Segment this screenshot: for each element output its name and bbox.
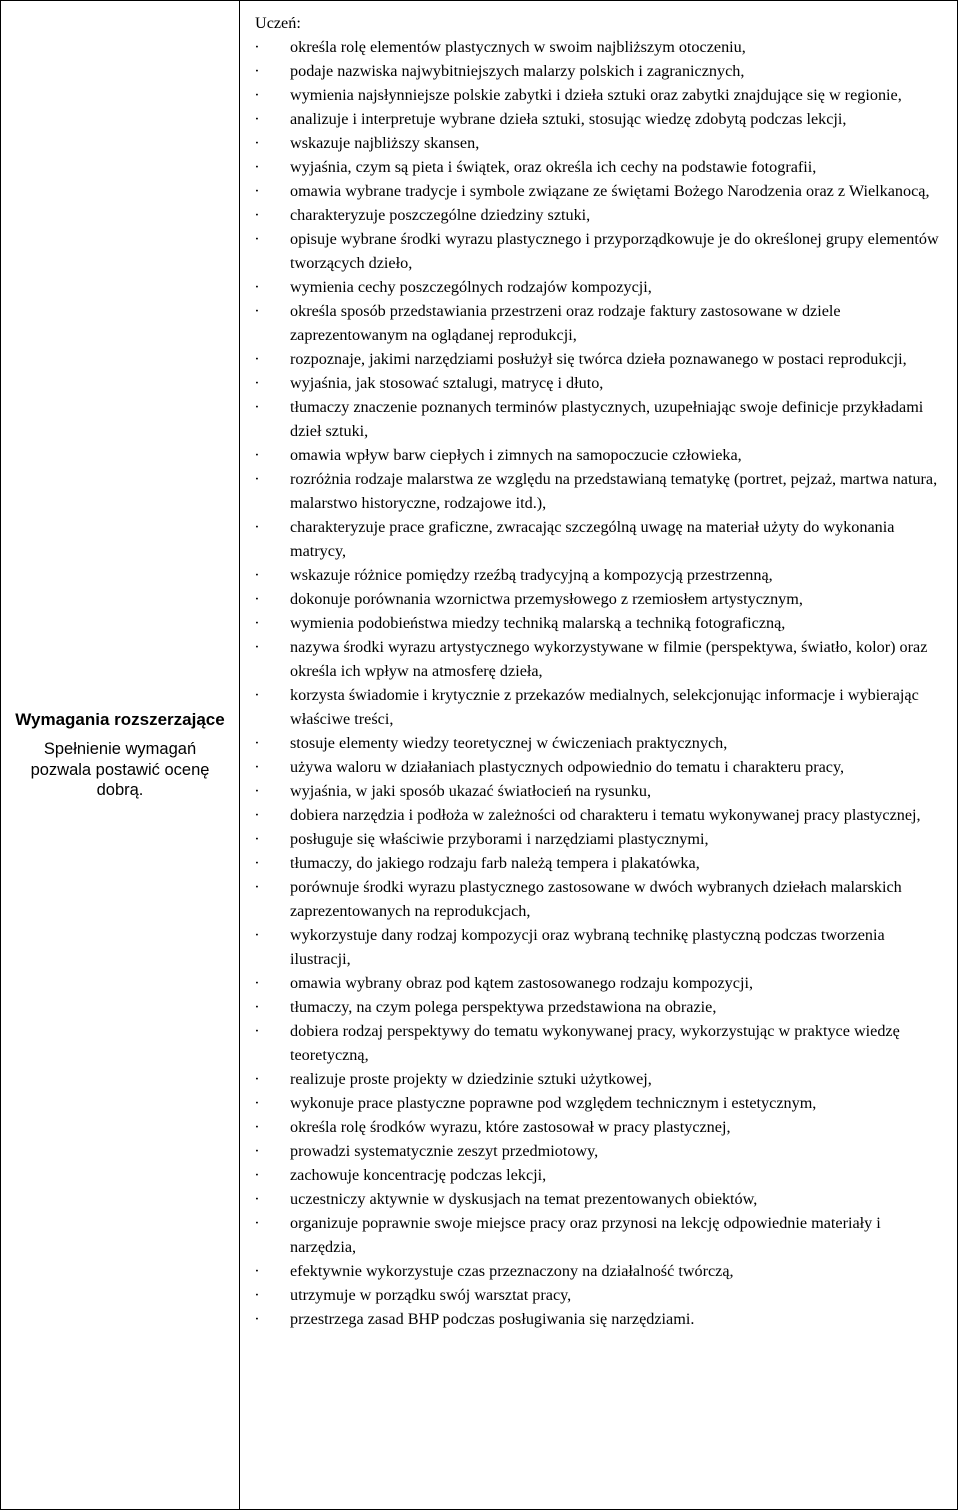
list-item-text: przestrzega zasad BHP podczas posługiwania się narzędziami. <box>290 1310 695 1328</box>
list-item-text: charakteryzuje prace graficzne, zwracając szczególną uwagę na materiał użyty do wykonania matrycy, <box>290 518 895 560</box>
list-item-text: określa sposób przedstawiania przestrzeni oraz rodzaje faktury zastosowane w dziele zaprezentowanym na oglądanej reprodukcji, <box>290 302 841 344</box>
list-item <box>251 587 945 611</box>
list-item <box>251 227 945 275</box>
list-item-text: uczestniczy aktywnie w dyskusjach na temat prezentowanych obiektów, <box>290 1190 758 1208</box>
list-item <box>251 371 945 395</box>
list-item-text: wskazuje najbliższy skansen, <box>290 134 480 152</box>
list-item <box>251 203 945 227</box>
bullet-icon: · <box>254 398 260 416</box>
list-item <box>251 467 945 515</box>
bullet-icon: · <box>254 86 260 104</box>
list-item <box>251 1091 945 1115</box>
bullet-icon: · <box>254 686 260 704</box>
bullet-icon: · <box>254 278 260 296</box>
list-item <box>251 179 945 203</box>
list-item <box>251 131 945 155</box>
bullet-icon: · <box>254 1142 260 1160</box>
list-item-text: wyjaśnia, jak stosować sztalugi, matrycę i dłuto, <box>290 374 604 392</box>
list-item-text: realizuje proste projekty w dziedzinie sztuki użytkowej, <box>290 1070 652 1088</box>
list-item-text: wyjaśnia, w jaki sposób ukazać światłocień na rysunku, <box>290 782 651 800</box>
requirements-content-cell <box>240 1 957 1509</box>
list-item-text: analizuje i interpretuje wybrane dzieła sztuki, stosując wiedzę zdobytą podczas lekcji, <box>290 110 847 128</box>
bullet-icon: · <box>254 374 260 392</box>
list-item <box>251 59 945 83</box>
list-item <box>251 1163 945 1187</box>
list-item <box>251 83 945 107</box>
list-item-text: zachowuje koncentrację podczas lekcji, <box>290 1166 547 1184</box>
list-item-text: charakteryzuje poszczególne dziedziny sztuki, <box>290 206 591 224</box>
bullet-icon: · <box>254 1166 260 1184</box>
bullet-icon: · <box>254 158 260 176</box>
bullet-icon: · <box>254 1214 260 1232</box>
list-item-text: wskazuje różnice pomiędzy rzeźbą tradycyjną a kompozycją przestrzenną, <box>290 566 773 584</box>
bullet-icon: · <box>254 1262 260 1280</box>
list-item-text: używa waloru w działaniach plastycznych odpowiednio do tematu i charakteru pracy, <box>290 758 845 776</box>
list-item-text: tłumaczy, do jakiego rodzaju farb należą tempera i plakatówka, <box>290 854 700 872</box>
bullet-icon: · <box>254 878 260 896</box>
bullet-icon: · <box>254 974 260 992</box>
list-item <box>251 755 945 779</box>
list-item <box>251 395 945 443</box>
bullet-icon: · <box>254 446 260 464</box>
list-item <box>251 515 945 563</box>
list-item <box>251 1259 945 1283</box>
list-item <box>251 923 945 971</box>
list-item-text: wymienia podobieństwa miedzy techniką malarską a techniką fotograficzną, <box>290 614 786 632</box>
grade-note: Spełnienie wymagań pozwala postawić ocenę dobrą. <box>30 740 210 800</box>
list-item-text: posługuje się właściwie przyborami i narzędziami plastycznymi, <box>290 830 709 848</box>
list-item <box>251 347 945 371</box>
list-item <box>251 1187 945 1211</box>
bullet-icon: · <box>254 926 260 944</box>
list-item-text: opisuje wybrane środki wyrazu plastycznego i przyporządkowuje je do określonej grupy elementów tworzących dzieło, <box>290 230 939 272</box>
list-item-text: podaje nazwiska najwybitniejszych malarzy polskich i zagranicznych, <box>290 62 745 80</box>
list-item-text: omawia wybrany obraz pod kątem zastosowanego rodzaju kompozycji, <box>290 974 753 992</box>
bullet-icon: · <box>254 302 260 320</box>
list-item <box>251 1283 945 1307</box>
bullet-icon: · <box>254 230 260 248</box>
bullet-icon: · <box>254 1190 260 1208</box>
bullet-icon: · <box>254 590 260 608</box>
list-item-text: wykonuje prace plastyczne poprawne pod względem technicznym i estetycznym, <box>290 1094 817 1112</box>
list-item <box>251 1211 945 1259</box>
bullet-icon: · <box>254 806 260 824</box>
bullet-icon: · <box>254 614 260 632</box>
list-item-text: organizuje poprawnie swoje miejsce pracy oraz przynosi na lekcję odpowiednie materiały i narzędzia, <box>290 1214 881 1256</box>
bullet-icon: · <box>254 1286 260 1304</box>
bullet-icon: · <box>254 62 260 80</box>
list-item-text: nazywa środki wyrazu artystycznego wykorzystywane w filmie (perspektywa, światło, kolor) oraz określa ich wpływ na atmosferę dzieła, <box>290 638 928 680</box>
list-item-text: korzysta świadomie i krytycznie z przekazów medialnych, selekcjonując informacje i wybierając właściwe treści, <box>290 686 919 728</box>
list-item-text: stosuje elementy wiedzy teoretycznej w ćwiczeniach praktycznych, <box>290 734 728 752</box>
list-item <box>251 155 945 179</box>
requirements-label-cell <box>1 1 240 1509</box>
list-item <box>251 683 945 731</box>
list-item <box>251 299 945 347</box>
list-item <box>251 875 945 923</box>
list-item-text: porównuje środki wyrazu plastycznego zastosowane w dwóch wybranych dziełach malarskich zaprezentowanych na reprodukcjach, <box>290 878 902 920</box>
bullet-icon: · <box>254 518 260 536</box>
bullet-icon: · <box>254 830 260 848</box>
list-item <box>251 803 945 827</box>
list-item-text: tłumaczy, na czym polega perspektywa przedstawiona na obrazie, <box>290 998 717 1016</box>
bullet-icon: · <box>254 638 260 656</box>
bullet-icon: · <box>254 134 260 152</box>
list-item <box>251 275 945 299</box>
list-item-text: rozpoznaje, jakimi narzędziami posłużył się twórca dzieła poznawanego w postaci reprodukcji, <box>290 350 907 368</box>
list-item-text: dobiera rodzaj perspektywy do tematu wykonywanej pracy, wykorzystując w praktyce wiedzę teoretyczną, <box>290 1022 900 1064</box>
list-item-text: rozróżnia rodzaje malarstwa ze względu na przedstawianą tematykę (portret, pejzaż, martwa natura, malarstwo historyczne, rodzajowe itd.), <box>290 470 938 512</box>
bullet-icon: · <box>254 566 260 584</box>
list-item-text: prowadzi systematycznie zeszyt przedmiotowy, <box>290 1142 599 1160</box>
list-item <box>251 611 945 635</box>
list-item <box>251 1067 945 1091</box>
bullet-icon: · <box>254 998 260 1016</box>
list-item <box>251 635 945 683</box>
list-item-text: określa rolę środków wyrazu, które zastosował w pracy plastycznej, <box>290 1118 731 1136</box>
list-item-text: dobiera narzędzia i podłoża w zależności od charakteru i tematu wykonywanej pracy plastycznej, <box>290 806 921 824</box>
bullet-icon: · <box>254 1070 260 1088</box>
list-item-text: wymienia cechy poszczególnych rodzajów kompozycji, <box>290 278 652 296</box>
list-item-text: omawia wybrane tradycje i symbole związane ze świętami Bożego Narodzenia oraz z Wielkanocą, <box>290 182 930 200</box>
list-item <box>251 1019 945 1067</box>
list-item-text: efektywnie wykorzystuje czas przeznaczony na działalność twórczą, <box>290 1262 734 1280</box>
list-item <box>251 1139 945 1163</box>
list-item <box>251 779 945 803</box>
bullet-icon: · <box>254 470 260 488</box>
bullet-icon: · <box>254 206 260 224</box>
list-item-text: wyjaśnia, czym są pieta i świątek, oraz określa ich cechy na podstawie fotografii, <box>290 158 817 176</box>
bullet-icon: · <box>254 758 260 776</box>
list-item <box>251 995 945 1019</box>
list-item <box>251 971 945 995</box>
list-item <box>251 563 945 587</box>
list-item-text: określa rolę elementów plastycznych w swoim najbliższym otoczeniu, <box>290 38 746 56</box>
student-intro: Uczeń: <box>255 14 301 32</box>
list-item <box>251 1307 945 1331</box>
list-item <box>251 35 945 59</box>
bullet-icon: · <box>254 854 260 872</box>
list-item <box>251 1115 945 1139</box>
bullet-icon: · <box>254 38 260 56</box>
bullet-icon: · <box>254 782 260 800</box>
requirements-level-title: Wymagania rozszerzające <box>15 710 225 730</box>
list-item-text: dokonuje porównania wzornictwa przemysłowego z rzemiosłem artystycznym, <box>290 590 803 608</box>
bullet-icon: · <box>254 1022 260 1040</box>
list-item-text: wykorzystuje dany rodzaj kompozycji oraz wybraną technikę plastyczną podczas tworzenia ilustracji, <box>290 926 885 968</box>
list-item <box>251 851 945 875</box>
bullet-icon: · <box>254 734 260 752</box>
bullet-icon: · <box>254 182 260 200</box>
bullet-icon: · <box>254 350 260 368</box>
requirements-list <box>251 35 945 1331</box>
list-item <box>251 443 945 467</box>
list-item <box>251 107 945 131</box>
bullet-icon: · <box>254 110 260 128</box>
list-item-text: wymienia najsłynniejsze polskie zabytki i dzieła sztuki oraz zabytki znajdujące się w regionie, <box>290 86 902 104</box>
bullet-icon: · <box>254 1310 260 1328</box>
list-item-text: omawia wpływ barw ciepłych i zimnych na samopoczucie człowieka, <box>290 446 742 464</box>
list-item-text: tłumaczy znaczenie poznanych terminów plastycznych, uzupełniając swoje definicje przykładami dzieł sztuki, <box>290 398 924 440</box>
bullet-icon: · <box>254 1118 260 1136</box>
bullet-icon: · <box>254 1094 260 1112</box>
list-item <box>251 827 945 851</box>
list-item <box>251 731 945 755</box>
list-item-text: utrzymuje w porządku swój warsztat pracy, <box>290 1286 572 1304</box>
